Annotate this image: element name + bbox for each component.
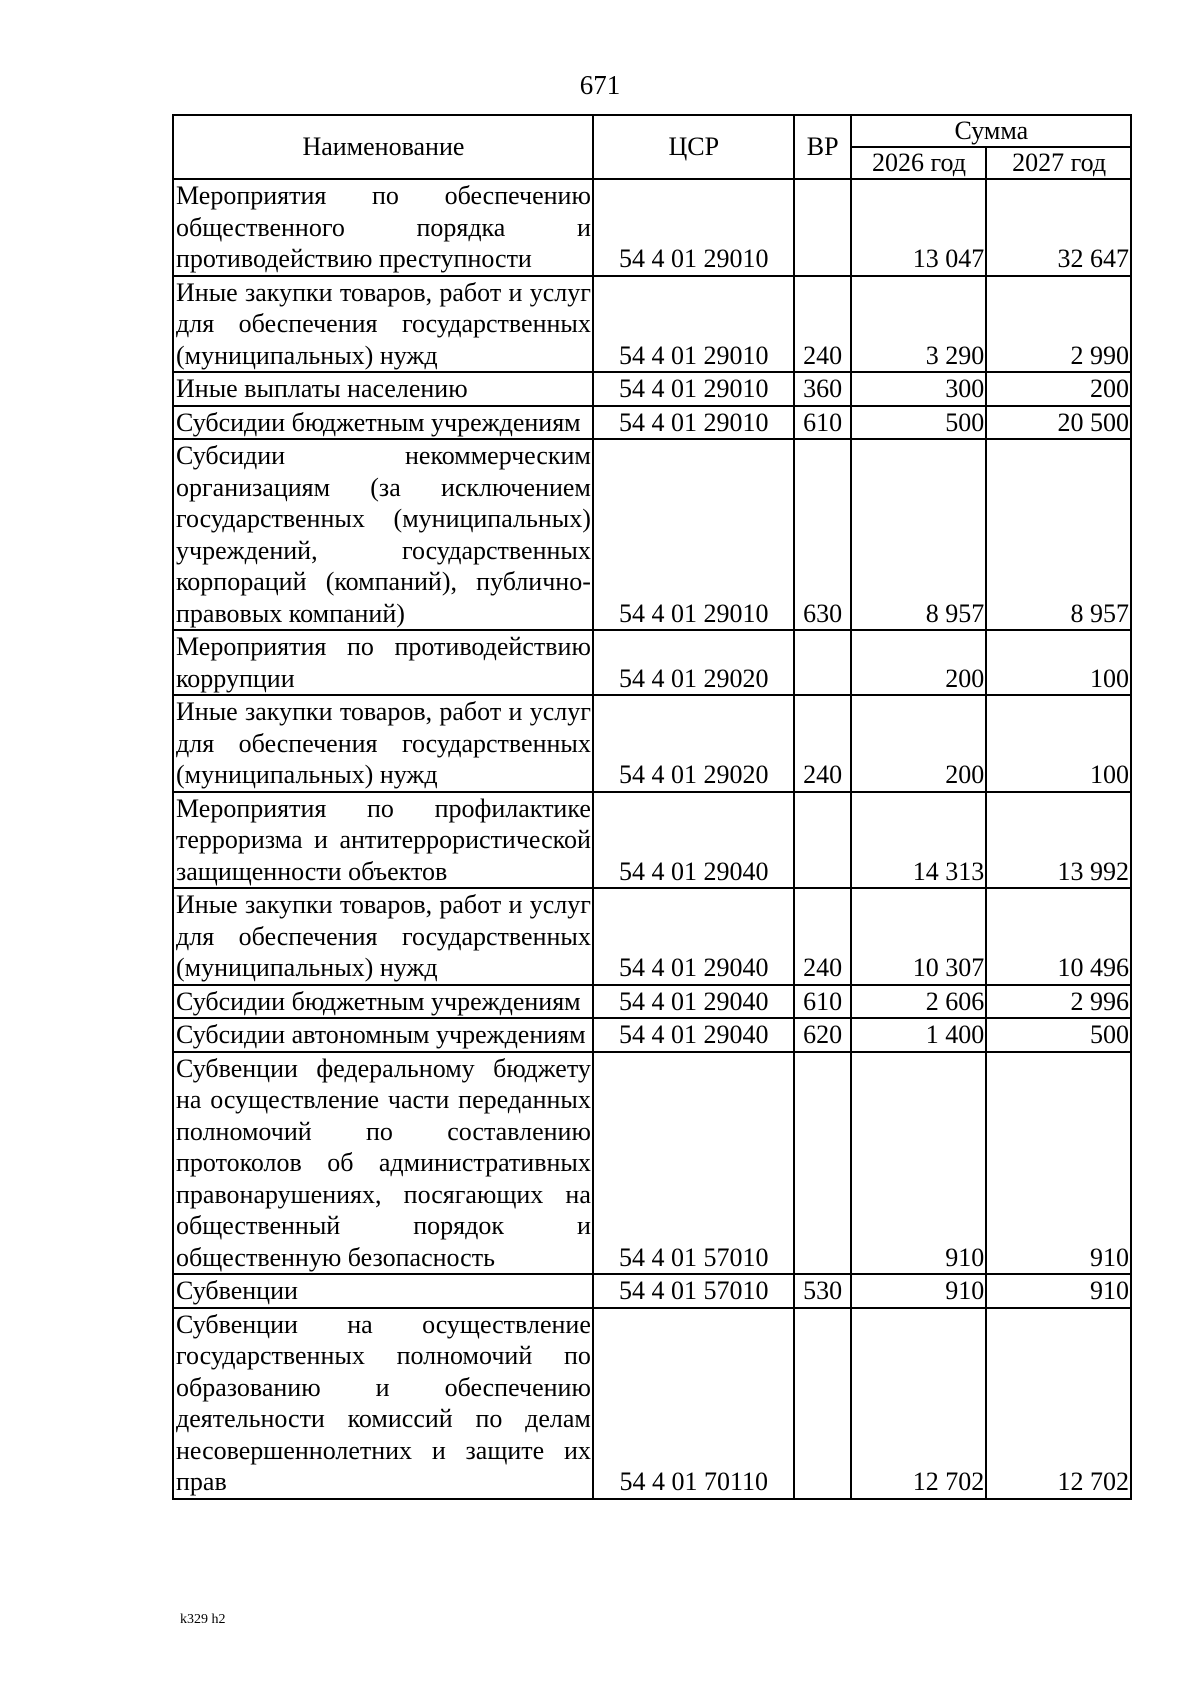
cell-name: Иные закупки товаров, работ и услуг для обеспечения государственных (муниципальных) нужд: [173, 695, 593, 792]
header-row: [173, 115, 1131, 147]
cell-name: Субсидии бюджетным учреждениям: [173, 985, 593, 1019]
cell-2027: 500: [986, 1018, 1131, 1052]
cell-name: Субвенции: [173, 1274, 593, 1308]
cell-2027: 13 992: [986, 792, 1131, 889]
cell-vr: 360: [794, 372, 851, 406]
cell-name: Мероприятия по профилактике терроризма и антитеррористической защищенности объектов: [173, 792, 593, 889]
cell-name: Иные выплаты населению: [173, 372, 593, 406]
cell-2027: 2 996: [986, 985, 1131, 1019]
header-name: Наименование: [173, 115, 593, 179]
header-vr: ВР: [794, 115, 851, 179]
cell-2027: 2 990: [986, 276, 1131, 373]
cell-csr: 54 4 01 29010: [593, 439, 794, 630]
table-row: [173, 888, 1131, 985]
footer-code: k329 h2: [180, 1612, 226, 1627]
cell-vr: 610: [794, 985, 851, 1019]
cell-2026: 10 307: [851, 888, 987, 985]
cell-2027: 910: [986, 1052, 1131, 1275]
cell-name: Мероприятия по обеспечению общественного порядка и противодействию преступности: [173, 179, 593, 276]
table-row: [173, 179, 1131, 276]
header-year-2026: 2026 год: [851, 147, 987, 179]
cell-2026: 300: [851, 372, 987, 406]
cell-csr: 54 4 01 57010: [593, 1052, 794, 1275]
cell-csr: 54 4 01 57010: [593, 1274, 794, 1308]
cell-vr: [794, 792, 851, 889]
cell-vr: [794, 179, 851, 276]
table-row: [173, 1018, 1131, 1052]
budget-table: [172, 114, 1132, 1500]
cell-2027: 10 496: [986, 888, 1131, 985]
cell-2027: 12 702: [986, 1308, 1131, 1499]
cell-name: Субсидии автономным учреждениям: [173, 1018, 593, 1052]
cell-2027: 32 647: [986, 179, 1131, 276]
cell-vr: [794, 630, 851, 695]
cell-vr: 610: [794, 406, 851, 440]
header-csr: ЦСР: [593, 115, 794, 179]
cell-2027: 200: [986, 372, 1131, 406]
cell-csr: 54 4 01 29010: [593, 372, 794, 406]
table-row: [173, 695, 1131, 792]
cell-vr: 240: [794, 276, 851, 373]
cell-csr: 54 4 01 70110: [593, 1308, 794, 1499]
cell-name: Субвенции на осуществление государственных полномочий по образованию и обеспечению деятельности комиссий по делам несовершеннолетних и защите их прав: [173, 1308, 593, 1499]
table-row: [173, 276, 1131, 373]
cell-csr: 54 4 01 29040: [593, 888, 794, 985]
cell-name: Мероприятия по противодействию коррупции: [173, 630, 593, 695]
cell-2026: 910: [851, 1052, 987, 1275]
table-row: [173, 630, 1131, 695]
header-year-2027: 2027 год: [986, 147, 1131, 179]
cell-2026: 200: [851, 630, 987, 695]
header-sum: Сумма: [851, 115, 1131, 147]
cell-csr: 54 4 01 29040: [593, 792, 794, 889]
cell-csr: 54 4 01 29010: [593, 276, 794, 373]
cell-2027: 910: [986, 1274, 1131, 1308]
table-row: [173, 1052, 1131, 1275]
cell-2026: 8 957: [851, 439, 987, 630]
cell-csr: 54 4 01 29020: [593, 630, 794, 695]
cell-csr: 54 4 01 29010: [593, 406, 794, 440]
cell-csr: 54 4 01 29040: [593, 1018, 794, 1052]
cell-name: Субвенции федеральному бюджету на осуществление части переданных полномочий по составлению протоколов об административных правонарушениях, посягающих на общественный порядок и общественную безопасность: [173, 1052, 593, 1275]
table-row: [173, 372, 1131, 406]
cell-vr: 530: [794, 1274, 851, 1308]
cell-2026: 2 606: [851, 985, 987, 1019]
cell-2026: 3 290: [851, 276, 987, 373]
cell-2026: 13 047: [851, 179, 987, 276]
table-row: [173, 792, 1131, 889]
cell-2026: 12 702: [851, 1308, 987, 1499]
cell-name: Иные закупки товаров, работ и услуг для обеспечения государственных (муниципальных) нужд: [173, 276, 593, 373]
table-row: [173, 1274, 1131, 1308]
cell-vr: [794, 1308, 851, 1499]
cell-2027: 20 500: [986, 406, 1131, 440]
table-row: [173, 439, 1131, 630]
table-row: [173, 1308, 1131, 1499]
cell-2027: 100: [986, 630, 1131, 695]
cell-2026: 500: [851, 406, 987, 440]
cell-name: Субсидии некоммерческим организациям (за исключением государственных (муниципальных) учреждений, государственных корпораций (компаний), публично-правовых компаний): [173, 439, 593, 630]
cell-name: Иные закупки товаров, работ и услуг для обеспечения государственных (муниципальных) нужд: [173, 888, 593, 985]
cell-name: Субсидии бюджетным учреждениям: [173, 406, 593, 440]
cell-2026: 910: [851, 1274, 987, 1308]
cell-csr: 54 4 01 29040: [593, 985, 794, 1019]
cell-vr: 620: [794, 1018, 851, 1052]
cell-2026: 200: [851, 695, 987, 792]
cell-2026: 1 400: [851, 1018, 987, 1052]
cell-vr: [794, 1052, 851, 1275]
cell-vr: 630: [794, 439, 851, 630]
page-number: 671: [579, 70, 621, 100]
cell-csr: 54 4 01 29020: [593, 695, 794, 792]
cell-2027: 100: [986, 695, 1131, 792]
cell-csr: 54 4 01 29010: [593, 179, 794, 276]
cell-vr: 240: [794, 888, 851, 985]
cell-2027: 8 957: [986, 439, 1131, 630]
cell-vr: 240: [794, 695, 851, 792]
cell-2026: 14 313: [851, 792, 987, 889]
table-row: [173, 985, 1131, 1019]
table-row: [173, 406, 1131, 440]
